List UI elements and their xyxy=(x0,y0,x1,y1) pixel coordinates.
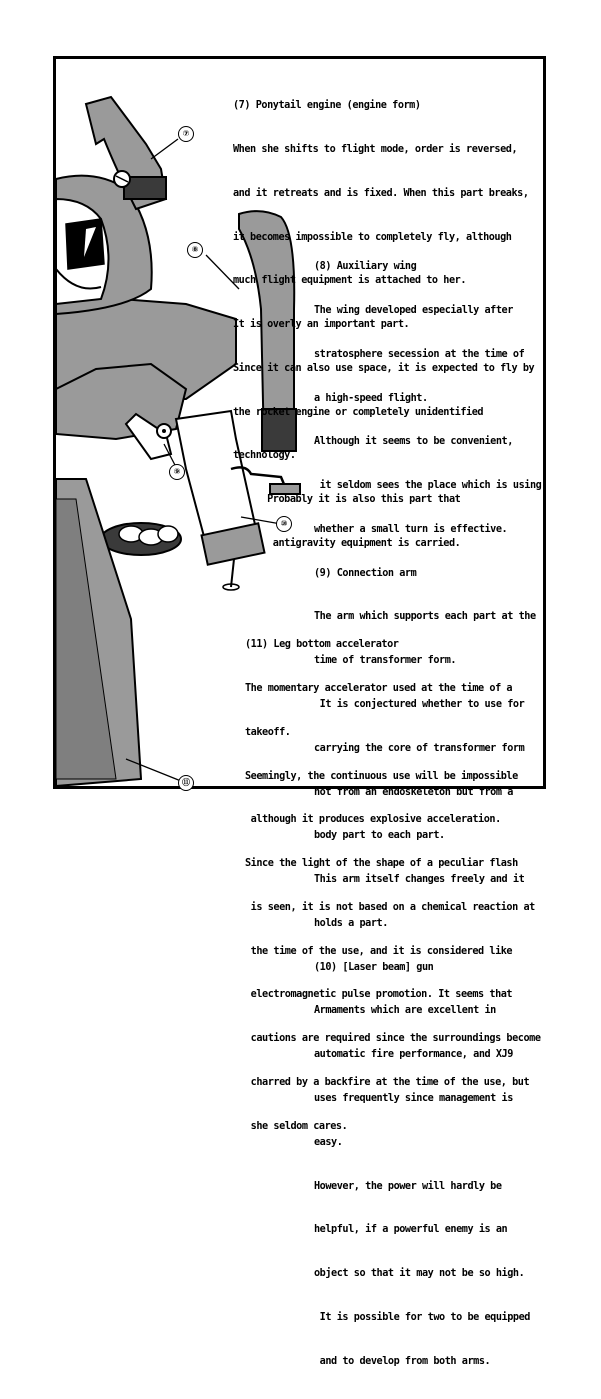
section-9-line: The arm which supports each part at the xyxy=(314,611,536,623)
section-8-line: Although it seems to be convenient, xyxy=(314,436,513,448)
section-7-line: Probably it is also this part that xyxy=(233,494,461,506)
section-11-line: although it produces explosive acceleration. xyxy=(245,814,501,826)
section-7-line: antigravity equipment is carried. xyxy=(233,538,461,549)
section-11-line: Seemingly, the continuous use will be impossible xyxy=(245,770,518,782)
callout-11: ⑪ xyxy=(178,775,194,791)
section-10-line: and to develop from both arms. xyxy=(314,1355,491,1367)
section-7-line: the rocket engine or completely unidentified xyxy=(233,406,484,418)
section-7-line: much flight equipment is attached to her. xyxy=(233,275,467,287)
section-11-text xyxy=(245,609,541,1164)
callout-10: ⑩ xyxy=(276,516,292,532)
section-9-line: holds a part. xyxy=(314,917,388,929)
section-11-line: electromagnetic pulse promotion. It seems that xyxy=(245,989,513,1001)
section-7-line: It is overly an important part. xyxy=(233,319,410,331)
section-10-heading: (10) [Laser beam] gun xyxy=(314,961,434,973)
section-9-line: carrying the core of transformer form xyxy=(314,742,525,754)
section-7-line: When she shifts to flight mode, order is reversed, xyxy=(233,143,518,155)
section-8-heading: (8) Auxiliary wing xyxy=(314,261,417,273)
section-11-line: Since the light of the shape of a peculiar flash xyxy=(245,858,518,870)
section-9-line: time of transformer form. xyxy=(314,655,457,667)
section-7-line: and it retreats and is fixed. When this part breaks, xyxy=(233,187,529,199)
section-9-line: It is conjectured whether to use for xyxy=(314,699,525,710)
section-10-line: uses frequently since management is xyxy=(314,1093,513,1105)
callout-8: ⑧ xyxy=(187,242,203,258)
section-8-line: whether a small turn is effective. xyxy=(314,523,508,535)
callout-9: ⑨ xyxy=(169,464,185,480)
comic-panel xyxy=(53,56,546,1367)
section-10-line: helpful, if a powerful enemy is an xyxy=(314,1224,508,1236)
section-7-line: it becomes impossible to completely fly, although xyxy=(233,231,512,243)
section-8-line: a high-speed flight. xyxy=(314,392,428,404)
section-8-line: The wing developed especially after xyxy=(314,304,513,316)
section-9-line: body part to each part. xyxy=(314,830,445,842)
section-11-line: cautions are required since the surroundings become xyxy=(245,1033,541,1045)
section-11-line: she seldom cares. xyxy=(245,1120,348,1132)
section-7-heading: (7) Ponytail engine (engine form) xyxy=(233,100,421,112)
callout-7: ⑦ xyxy=(178,126,194,142)
section-10-line: Armaments which are excellent in xyxy=(314,1005,496,1017)
section-8-line: it seldom sees the place which is using xyxy=(314,480,542,492)
section-11-heading: (11) Leg bottom accelerator xyxy=(245,639,399,651)
section-10-line: object so that it may not be so high. xyxy=(314,1268,525,1280)
section-9-line: not from an endoskeleton but from a xyxy=(314,786,513,798)
section-8-line: stratosphere secession at the time of xyxy=(314,348,525,360)
section-10-line: easy. xyxy=(314,1136,343,1148)
section-11-line: takeoff. xyxy=(245,726,291,738)
section-9-line: This arm itself changes freely and it xyxy=(314,874,525,886)
section-11-line: The momentary accelerator used at the time of a xyxy=(245,682,513,694)
section-10-line: It is possible for two to be equipped xyxy=(314,1311,530,1323)
section-11-line: charred by a backfire at the time of the use, but xyxy=(245,1077,530,1088)
section-10-line: automatic fire performance, and XJ9 xyxy=(314,1049,513,1061)
section-11-line: the time of the use, and it is considered like xyxy=(245,945,513,957)
section-7-line: Since it can also use space, it is expected to fly by xyxy=(233,362,535,374)
section-9-heading: (9) Connection arm xyxy=(314,567,417,579)
section-7-line: technology. xyxy=(233,450,296,462)
section-10-line: However, the power will hardly be xyxy=(314,1180,502,1192)
section-11-line: is seen, it is not based on a chemical reaction at xyxy=(245,901,535,913)
